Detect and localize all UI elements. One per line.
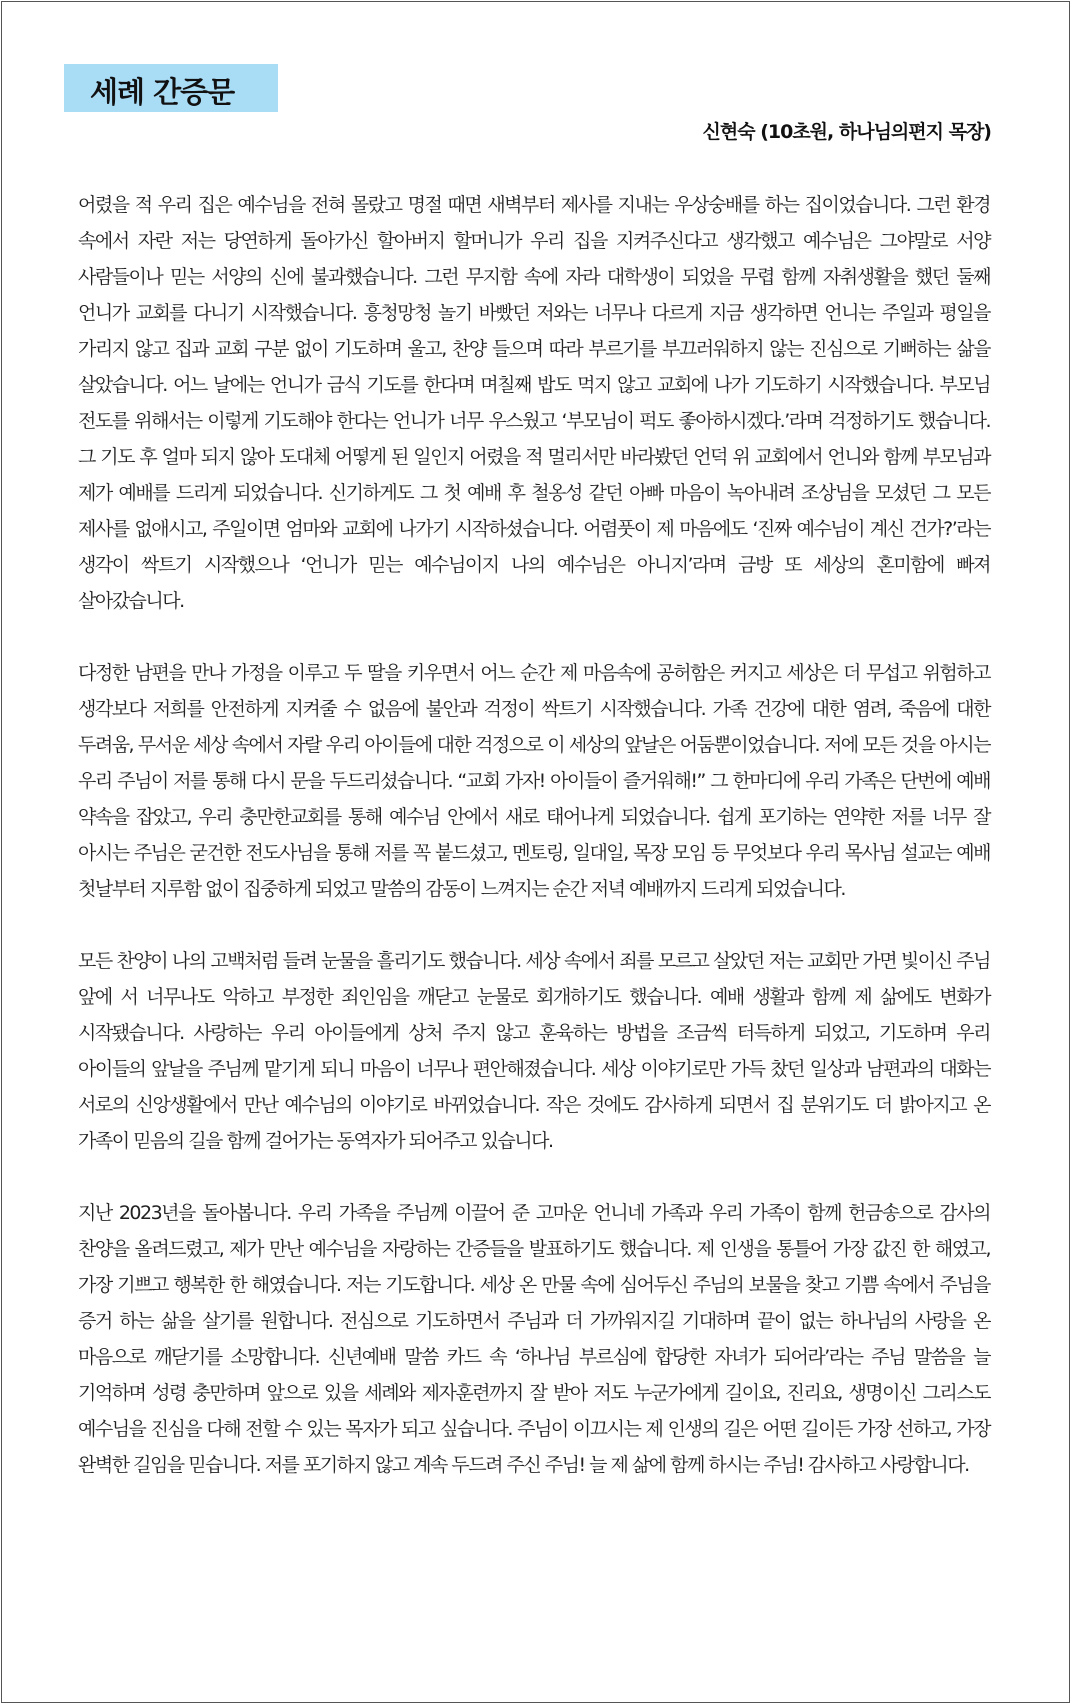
testimony-body <box>78 187 990 1519</box>
paragraph-3: 모든 찬양이 나의 고백처럼 들려 눈물을 흘리기도 했습니다. 세상 속에서 죄를 모르고 살았던 저는 교회만 가면 빛이신 주님 앞에 서 너무나도 악하고 부정한 죄인임을 깨닫고 눈물로 회개하기도 했습니다. 예배 생활과 함께 제 삶에도 변화가 시작됐습니다. 사랑하는 우리 아이들에게 상처 주지 않고 훈육하는 방법을 조금씩 터득하게 되었고, 기도하며 우리 아이들의 앞날을 주님께 맡기게 되니 마음이 너무나 편안해졌습니다. 세상 이야기로만 가득 찼던 일상과 남편과의 대화는 서로의 신앙생활에서 만난 예수님의 이야기로 바뀌었습니다. 작은 것에도 감사하게 되면서 집 분위기도 더 밝아지고 온 가족이 믿음의 길을 함께 걸어가는 동역자가 되어주고 있습니다. <box>78 950 990 1152</box>
paragraph-2: 다정한 남편을 만나 가정을 이루고 두 딸을 키우면서 어느 순간 제 마음속에 공허함은 커지고 세상은 더 무섭고 위험하고 생각보다 저희를 안전하게 지켜줄 수 없음에 불안과 걱정이 싹트기 시작했습니다. 가족 건강에 대한 염려, 죽음에 대한 두려움, 무서운 세상 속에서 자랄 우리 아이들에 대한 걱정으로 이 세상의 앞날은 어둠뿐이었습니다. 저에 모든 것을 아시는 우리 주님이 저를 통해 다시 문을 두드리셨습니다. “교회 가자! 아이들이 즐거워해!” 그 한마디에 우리 가족은 단번에 예배 약속을 잡았고, 우리 충만한교회를 통해 예수님 안에서 새로 태어나게 되었습니다. 쉽게 포기하는 연약한 저를 너무 잘 아시는 주님은 굳건한 전도사님을 통해 저를 꼭 붙드셨고, 멘토링, 일대일, 목장 모임 등 무엇보다 우리 목사님 설교는 예배 첫날부터 지루함 없이 집중하게 되었고 말씀의 감동이 느껴지는 순간 저녁 예배까지 드리게 되었습니다. <box>78 662 990 900</box>
author-line: 신현숙 (10초원, 하나님의편지 목장) <box>702 121 991 143</box>
paragraph-4: 지난 2023년을 돌아봅니다. 우리 가족을 주님께 이끌어 준 고마운 언니네 가족과 우리 가족이 함께 헌금송으로 감사의 찬양을 올려드렸고, 제가 만난 예수님을 자랑하는 간증들을 발표하기도 했습니다. 제 인생을 통틀어 가장 값진 한 해였고, 가장 기쁘고 행복한 한 해였습니다. 저는 기도합니다. 세상 온 만물 속에 심어두신 주님의 보물을 찾고 기쁨 속에서 주님을 증거 하는 삶을 살기를 원합니다. 전심으로 기도하면서 주님과 더 가까워지길 기대하며 끝이 없는 하나님의 사랑을 온 마음으로 깨닫기를 소망합니다. 신년예배 말씀 카드 속 ‘하나님 부르심에 합당한 자녀가 되어라’라는 주님 말씀을 늘 기억하며 성령 충만하며 앞으로 있을 세례와 제자훈련까지 잘 받아 저도 누군가에게 길이요, 진리요, 생명이신 그리스도 예수님을 진심을 다해 전할 수 있는 목자가 되고 싶습니다. 주님이 이끄시는 제 인생의 길은 어떤 길이든 가장 선하고, 가장 완벽한 길임을 믿습니다. 저를 포기하지 않고 계속 두드려 주신 주님! 늘 제 삶에 함께 하시는 주님! 감사하고 사랑합니다. <box>78 1202 990 1476</box>
paragraph-1: 어렸을 적 우리 집은 예수님을 전혀 몰랐고 명절 때면 새벽부터 제사를 지내는 우상숭배를 하는 집이었습니다. 그런 환경 속에서 자란 저는 당연하게 돌아가신 할아버지 할머니가 우리 집을 지켜주신다고 생각했고 예수님은 그야말로 서양 사람들이나 믿는 서양의 신에 불과했습니다. 그런 무지함 속에 자라 대학생이 되었을 무렵 함께 자취생활을 했던 둘째 언니가 교회를 다니기 시작했습니다. 흥청망청 놀기 바빴던 저와는 너무나 다르게 지금 생각하면 언니는 주일과 평일을 가리지 않고 집과 교회 구분 없이 기도하며 울고, 찬양 들으며 따라 부르기를 부끄러워하지 않는 진심으로 기뻐하는 삶을 살았습니다. 어느 날에는 언니가 금식 기도를 한다며 며칠째 밥도 먹지 않고 교회에 나가 기도하기 시작했습니다. 부모님 전도를 위해서는 이렇게 기도해야 한다는 언니가 너무 우스웠고 ‘부모님이 퍽도 좋아하시겠다.’라며 걱정하기도 했습니다. 그 기도 후 얼마 되지 않아 도대체 어떻게 된 일인지 어렸을 적 멀리서만 바라봤던 언덕 위 교회에서 언니와 함께 부모님과 제가 예배를 드리게 되었습니다. 신기하게도 그 첫 예배 후 철옹성 같던 아빠 마음이 녹아내려 조상님을 모셨던 그 모든 제사를 없애시고, 주일이면 엄마와 교회에 나가기 시작하셨습니다. 어렴풋이 제 마음에도 ‘진짜 예수님이 계신 건가?’라는 생각이 싹트기 시작했으나 ‘언니가 믿는 예수님이지 나의 예수님은 아니지’라며 금방 또 세상의 혼미함에 빠져 살아갔습니다. <box>78 194 990 612</box>
document-title: 세례 간증문 <box>90 75 235 109</box>
title-banner <box>64 64 278 112</box>
